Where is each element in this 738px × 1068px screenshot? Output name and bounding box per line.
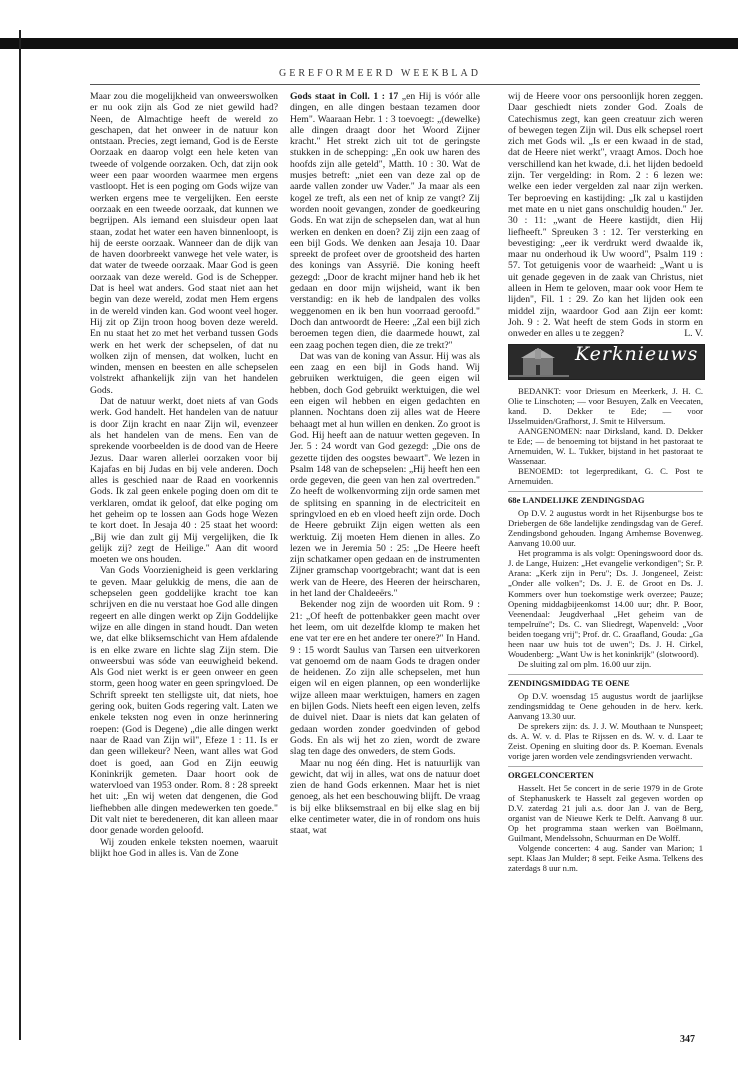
news-item: De sprekers zijn: ds. J. J. W. Mouthaan te Nunspeet; ds. A. W. v. d. Plas te Rijssen en ds. W. v. d. Laar te Zeist. Opening en sluiting door ds. P. Koeman. Evenals vorige jaren worden vele zendingsvrienden verwacht. (508, 720, 703, 762)
kerknieuws-banner (508, 344, 705, 380)
running-header: GEREFORMEERD WEEKBLAD (279, 68, 481, 79)
paragraph: Maar nu nog één ding. Het is natuurlijk van gewicht, dat wij in alles, wat ons de natuur doet zien de hand Gods erkennen. Maar het is niet genoeg, als het een beschouwing blijft. De vraag is bij elke bliksemstraal en bij elke slag en bij elke centimeter water, die in of rondom ons huis staat, wat (290, 757, 480, 837)
paragraph: Bekender nog zijn de woorden uit Rom. 9 : 21: „Of heeft de pottenbakker geen macht over het leem, om uit dezelfde klomp te maken het ene vat ter ere en het andere ter onere?" In Hand. 9 : 15 wordt Saulus van Tarsen een uitverkoren vat genoemd om de naam Gods te dragen onder de heidenen. Zo zijn alle schepselen, met hun eigen wil en eigen plannen, op een wonderlijke wijze alleen maar werktuigen, hamers en zagen en bijlen Gods. Niets heeft een eigen leven, zelfs de duivel niet. Daar is niets dat kan gelaten of gedaan worden zonder goedvinden of gebod Gods. En als wij het zo zien, wordt de zware slag ten dage des onweders, de stem Gods. (290, 599, 480, 758)
column-2 (290, 91, 480, 837)
paragraph: Dat de natuur werkt, doet niets af van Gods werk. God handelt. Het handelen van de natuur is door Zijn kracht en naar Zijn wil, evenzeer als het handelen van de mens. Een van de sprekende voorbeelden is de dood van de Heere Jezus. Daar waren allerlei oorzaken voor bij Kajafas en bij Judas en bij vele anderen. Doch alles is geschied naar de Raad en voorkennis Gods. Ik zal geen enkele poging doen om dit te verklaren, omdat ik geloof, dat elke poging om het geheim op te lossen aan Gods hoge Wezen te kort doet. In Jesaja 40 : 25 staat het woord: „Bij wie dan zult gij Mij vergelijken, die Ik gelijk zij? zegt de Heilige." Aan dit woord moeten we ons houden. (90, 396, 278, 566)
header-rule (90, 84, 700, 85)
binding-edge-line (19, 30, 21, 1040)
news-item: BEDANKT: voor Driesum en Meerkerk, J. H. C. Olie te Linschoten; — voor Besuyen, Zalk en Veecaten, kand. D. Dekker te Ede; — voor IJsselmuiden/Grafhorst, J. Smit te Hilversum. (508, 385, 703, 426)
paragraph: Maar zou die mogelijkheid van onweerswolken er nu ook zijn als God ze niet gewild had? Neen, de Almachtige heeft de wereld zo geschapen, dat het onweer in de natuur kon ontstaan. Precies, zegt iemand, God is de Eerste Oorzaak en daarop volgt een hele keten van tweede of volgende oorzaken. Och, dat zijn ook weer een paar woorden waarmee men ergens vastloopt. Het is een poging om Gods wijze van werken ergens mee te vergelijken. Een eerste oorzaak en een tweede oorzaak, dat kunnen we begrijpen. Als iemand een sluisdeur open laat staan, zodat het water een haven binnenloopt, is hij de eerste oorzaak. Wanneer dan de dijk van de haven doorbreekt vanwege het vele water, is dat water de tweede oorzaak. Maar God is geen oorzaak van deze wereld. God is de Schepper. Dat is heel wat anders. God staat niet aan het begin van deze wereld, zodat men Hem ergens in de wereld vinden kan. God woont veel hoger. Hij zit op Zijn troon hoog boven deze wereld. En nu staat het zo met het verband tussen Gods werk en het werk der schepselen, of dat nu wolken zijn of mensen, dat wolken, lucht en winden, mensen en beesten en alle schepselen volstrekt afhankelijk zijn van het handelen Gods. (90, 91, 278, 396)
kerknieuws-title: Kerknieuws (575, 343, 699, 365)
paragraph: Wij zouden enkele teksten noemen, waaruit blijkt hoe God in alles is. Van de Zone (90, 836, 278, 859)
column-1 (90, 91, 278, 859)
author-signature: L. V. (684, 328, 703, 340)
section-heading: 68e LANDELIJKE ZENDINGSDAG (508, 491, 703, 506)
paragraph (508, 91, 703, 340)
news-item: AANGENOMEN: naar Dirksland, kand. D. Dekker te Ede; — de benoeming tot bijstand in het pastoraat te Arnemuiden, W. L. Tukker, bijstand in het pastoraat te Wassenaar. (508, 425, 703, 467)
page-number: 347 (680, 1034, 695, 1045)
section-heading: ZENDINGSMIDDAG TE OENE (508, 674, 703, 689)
bold-lead: Gods staat in Coll. 1 : 17 (290, 91, 399, 102)
paragraph: Van Gods Voorzienigheid is geen verklaring te geven. Maar gelukkig de mens, die aan de schepselen geen goddelijke kracht toe kan schrijven en die nu verstaat hoe God alle dingen regeert en alle dingen werkt op Zijn Goddelijke wijze en alle dingen in stand houdt. Dan weten we, dat elke bliksemschicht van Hem afdalende is en elke zware en lichte slag Zijn stem. Die onweersbui was sóde van eeuwigheid bekend. Als God niet werkt is er geen onweer en geen storm, geen hoog water en geen springvloed. De Schrift spreekt ten stelligste uit, dat niets, hoe gering ook, buiten Gods regering valt. Laten we enkele teksten nog even in onze herinnering roepen: (God is Degene) „die alle dingen werkt naar de Raad van Zijn wil", Efeze 1 : 11. Is er dan geen willekeur? Neen, want alles wat God doet is goed, aan God en Zijn eeuwig Koninkrijk gemeten. Daar hoort ook de watervloed van 1953 onder. Rom. 8 : 28 spreekt het uit: „En wij weten dat dengenen, die God liefhebben alle dingen medewerken ten goede." Dit valt niet te beredeneren, dit kan alleen maar door genade worden geloofd. (90, 565, 278, 837)
news-item: De sluiting zal om plm. 16.00 uur zijn. (518, 659, 652, 670)
news-item: Het programma is als volgt: Openingswoord door ds. J. de Lange, Huizen: „Het evangelie verkondigen"; Sr. P. Arana: „Kerk zijn in Peru"; Ds. J. Jongeneel, Zeist: „Onder alle volken"; Ds. J. E. de Groot en Ds. J. Kommers over hun toekomstige werk overzee; Pauze; Opening middagbijeenkomst 14.00 uur; dhr. P. Boor, Veenendaal: Jeugdverhaal „Het geheim van de tempelruïne"; Ds. C. van Sliedregt, Wapenveld: „Voor beiden toegang vrij"; Prof. dr. C. Graafland, Gouda: „Ga heen naar uw huis tot de uwen"; Ds. J. H. Cirkel, Woudenberg: „Want Uw is het koninkrijk" (slotwoord). (508, 548, 703, 660)
top-black-bar (0, 38, 738, 49)
section-heading: ORGELCONCERTEN (508, 766, 703, 781)
paragraph-text: „en Hij is vóór alle dingen, en alle dingen bestaan tezamen door Hem". Waaraan Hebr. 1 : 3 toevoegt: „(dewelke) alle dingen draagt door het Woord Zijner kracht." Het strekt zich uit tot de geringste stukken in de schepping: „En ook uw haren des hoofds zijn alle geteld", Matth. 10 : 30. Wat de musjes betreft: „niet een van deze zal op de aarde vallen zonder uw Vader." Ja maar als een kogel ze treft, als een net of knip ze vangt? Zij worden nooit gevangen, zonder de goedkeuring Gods. En wat zijn de schepselen dan, wat al hun werken en denken en doen? Zij zijn een zaag of een bijl Gods. We denken aan Jesaja 10. Daar spreekt de profeet over de grootsheid des harten des konings van Assyrië. Die koning heeft gezegd: „Door de kracht mijner hand heb ik het gedaan en door mijn wijsheid, want ik ben verstandig: en ik heb de landpalen des volks weggenomen en ik ben hun voorraad geroofd." Doch dan antwoordt de Heere: „Zal een bijl zich beroemen tegen dien, die daarmede houwt, zal een zaag pochen tegen dien, die ze trekt?" (290, 91, 480, 351)
paragraph: Dat was van de koning van Assur. Hij was als een zaag en een bijl in Gods hand. Wij gebruiken werktuigen, die geen eigen wil hebben, doch God gebruikt werktuigen, die wel een eigen wil hebben en eigen gedachten en plannen. Nochtans doen zij alles wat de Heere behaagt met al hun willen en denken. Zo groot is God. Hij heeft aan de natuur wetten gegeven. In Jer. 5 : 24 wordt van God gezegd: „Die ons de gezette tijden des oogstes bewaart". We lezen in Psalm 148 van de schepselen: „Hij heeft hen een orde gegeven, die geen van hen zal overtreden." Zo heeft de wolkenvorming zijn orde samen met de splitsing en spanning in de electriciteit en springvloed en eb en vloed heeft zijn orde. Doch de Heere gebruikt Zijn eigen wetten als een werktuig. Zij moeten Hem dienen in alles. Zo lezen we in Jeremia 50 : 25: „De Heere heeft zijn schatkamer open gedaan en de instrumenten Zijner gramschap voortgebracht; want dat is een werk van de Heere, des Heeren der heirscharen, in het land der Chaldeeërs." (290, 350, 480, 600)
column-3 (508, 91, 703, 873)
church-news (508, 386, 703, 874)
news-item: BENOEMD: tot legerpredikant, G. C. Post te Arnemuiden. (508, 466, 703, 487)
news-item: Op D.V. woensdag 15 augustus wordt de jaarlijkse zendingsmiddag te Oene gehouden in de herv. kerk. Aanvang 13.30 uur. (508, 690, 703, 721)
news-item: Volgende concerten: 4 aug. Sander van Marion; 1 sept. Klaas Jan Mulder; 8 sept. Feike Asma. Telkens des zaterdags 8 uur n.m. (508, 843, 703, 874)
paragraph (290, 91, 480, 351)
paragraph-text: wij de Heere voor ons persoonlijk horen zeggen. Daar geschiedt niets zonder God. Zoals de Catechismus zegt, kan geen creatuur zich weren of bewegen tegen Zijn wil. Dus elk schepsel roert zich met Gods wil. „Is er een kwaad in de stad, dat de Heere niet werkt", vraagt Amos. Doch hoe verschillend kan het kwade, d.i. het lijden bedoeld zijn. Ter vergelding: in Rom. 2 : 6 lezen we: welke een ieder vergelden zal naar zijn werken. Ter beproeving en kastijding: „Ik zal u kastijden met mate en u niet gans onschuldig houden." Jer. 30 : 11: „want de Heere kastijdt, dien Hij liefheeft." Spreuken 3 : 12. Ter versterking en bevestiging: „eer ik verdrukt werd dwaalde ik, maar nu onderhoud ik Uw woord", Psalm 119 : 57. Tot getuigenis voor de waarheid: „Want u is uit genade gegeven in de zaak van Christus, niet alleen in Hem te geloven, maar ook voor Hem te lijden", Fil. 1 : 29. Zo kan het lijden ook een middel zijn, waardoor God aan Zijn eer komt: Joh. 9 : 2. Wat heeft de stem Gods in storm en onweder en alles u te zeggen? (508, 91, 703, 340)
news-item: Op D.V. 2 augustus wordt in het Rijsenburgse bos te Driebergen de 68e landelijke zendingsdag van de Geref. Zendingsbond gehouden. Ingang Arnhemse Bovenweg. Aanvang 10.00 uur. (508, 507, 703, 549)
news-item: Hasselt. Het 5e concert in de serie 1979 in de Grote of Stephanuskerk te Hasselt zal gegeven worden op D.V. zaterdag 21 juli a.s. door Jan J. van de Berg, organist van de Nieuwe Kerk te Delft. Aanvang 8 uur. Op het programma staan werken van Boëlmann, Guilmant, Mendelssohn, Schuurman en De Wolff. (508, 782, 703, 843)
